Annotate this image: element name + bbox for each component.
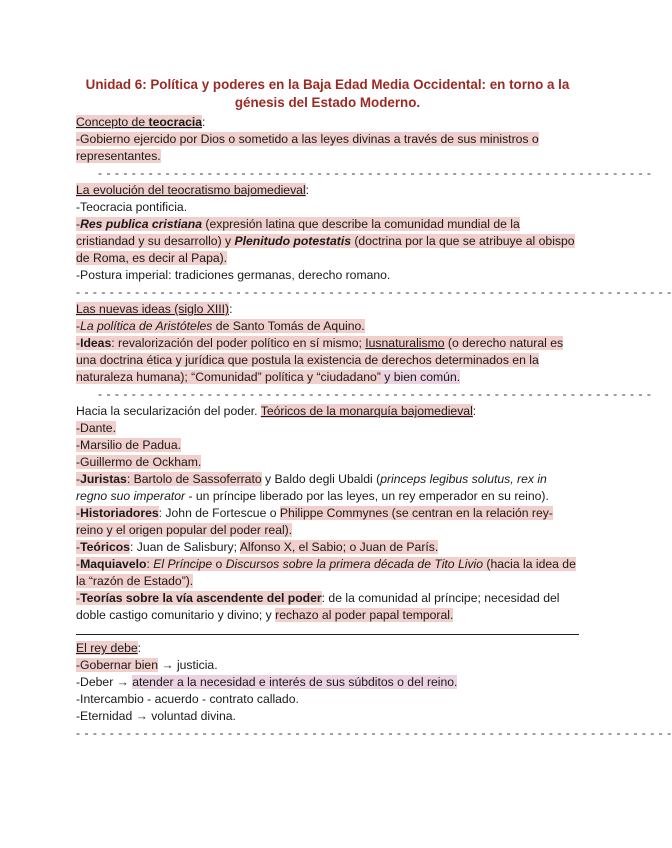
heading-colon: : (472, 404, 477, 418)
heading-colon: : (202, 115, 206, 129)
item-dash: - (76, 540, 81, 554)
dashed-separator: - - - - - - - - - - - - - - - - - - - - - - - - - - - - - - - - - - - - - - - - - - - - - - - - - - - - - - - - - - - - - - - - - - - - - - - (76, 726, 672, 740)
term-maquiavelo: Maquiavelo (80, 557, 147, 571)
term-teoricos: Teóricos (80, 540, 130, 554)
list-item: -Guillermo de Ockham. (76, 455, 202, 469)
item-dash: - (76, 506, 81, 520)
heading-colon: : (229, 302, 233, 316)
list-item (76, 674, 579, 691)
list-item (76, 216, 579, 267)
item-text: : de la comunidad al príncipe; necesidad del doble castigo comunitario y divino; y (76, 591, 560, 622)
item-text: (expresión latina que describe la comunidad mundial de la cristiandad y su desarrollo) y (76, 217, 520, 248)
item-text: → justicia. (157, 658, 218, 672)
item-dash: - (76, 217, 81, 231)
work-title: El Príncipe (153, 557, 213, 571)
horizontal-rule (76, 634, 579, 635)
section-evolucion-heading (76, 182, 579, 199)
document-page (76, 76, 672, 742)
item-dash: - (76, 336, 81, 350)
heading-text: El rey debe (76, 641, 138, 655)
dashed-separator: - - - - - - - - - - - - - - - - - - - - - - - - - - - - - - - - - - - - - - - - - - - - - - - - - - - - - - - - - - - - - - - - - - (98, 387, 652, 401)
item-text: y bien común. (380, 370, 461, 384)
item-text: Alfonso X, el Sabio; o Juan de París. (239, 540, 439, 554)
list-item (76, 471, 579, 505)
item-text: : Bartolo de Sassoferrato (126, 472, 262, 486)
dashed-separator: - - - - - - - - - - - - - - - - - - - - - - - - - - - - - - - - - - - - - - - - - - - - - - - - - - - - - - - - - - - - - - - - - - - - - - - (76, 285, 672, 299)
list-item (76, 590, 579, 624)
list-item: -Maquiavelo: El Príncipe o Discursos sobre la primera década de Tito Livio (hacia la idea de la “razón de Estado”). (76, 557, 576, 588)
list-item (76, 335, 579, 386)
item-dash: - (76, 557, 81, 571)
term-iusnaturalismo: Iusnaturalismo (365, 336, 445, 350)
item-text: - un príncipe liberado por las leyes, un rey emperador en su reino). (185, 489, 549, 503)
item-text: Philippe Commynes (se centran en la relación rey-reino y el origen popular del poder real). (76, 506, 553, 537)
item-text: -Gobernar bien (76, 658, 158, 672)
dashed-separator: - - - - - - - - - - - - - - - - - - - - - - - - - - - - - - - - - - - - - - - - - - - - - - - - - - - - - - - - - - - - - - - - - - (98, 166, 652, 180)
item-text: : revalorización del poder político en sí mismo; (111, 336, 366, 350)
heading-text: La evolución del teocratismo bajomedieval (76, 183, 306, 197)
section-teoricos-heading (76, 403, 579, 420)
heading-prefix: Concepto de (76, 115, 149, 129)
item-text: atender a la necesidad e interés de sus súbditos o del reino. (132, 675, 458, 689)
work-title: Discursos sobre la primera década de Tito Livio (225, 557, 484, 571)
item-text: (o derecho natural es una doctrina ética y jurídica que postula la existencia de derechos determinados en la naturaleza humana); “Comunidad” política y “ciudadano” (76, 336, 564, 384)
term-res-publica: Res publica cristiana (80, 217, 202, 231)
list-item (76, 318, 579, 335)
heading-text: Teóricos de la monarquía bajomedieval (260, 404, 473, 418)
item-text: (doctrina por la que se atribuye al obispo de Roma, es decir al Papa). (76, 234, 575, 265)
list-item (76, 657, 579, 674)
item-dash: - (76, 591, 81, 605)
item-text: -Deber → (76, 675, 133, 689)
list-item: -Marsilio de Padua. (76, 438, 181, 452)
list-item (76, 539, 579, 556)
item-dash: - (76, 319, 81, 333)
item-text: y Baldo degli Ubaldi ( (261, 472, 381, 486)
heading-colon: : (137, 641, 142, 655)
list-item: -Postura imperial: tradiciones germanas, derecho romano. (76, 268, 391, 282)
list-item: -Dante. (76, 421, 116, 435)
term-plenitudo: Plenitudo potestatis (234, 234, 351, 248)
page-title: Unidad 6: Política y poderes en la Baja Edad Media Occidental: en torno a la génesis del Estado Moderno. (85, 77, 570, 110)
item-text: -Gobierno ejercido por Dios o sometido a las leyes divinas a través de sus ministros o representantes. (76, 132, 539, 163)
heading-colon: : (305, 183, 310, 197)
term-via-ascendente: Teorías sobre la vía ascendente del poder (80, 591, 322, 605)
work-title: La política de Aristóteles (80, 319, 213, 333)
item-text: : John de Fortescue o (158, 506, 280, 520)
term-ideas: Ideas (80, 336, 112, 350)
section-nuevas-ideas-heading (76, 301, 579, 318)
item-dash: - (76, 472, 81, 486)
list-item: -Teocracia pontificia. (76, 200, 188, 214)
intro-text: Hacia la secularización del poder. (76, 404, 261, 418)
item-text: rechazo al poder papal temporal. (275, 608, 454, 622)
section-rey-debe-heading (76, 640, 579, 657)
section-teocracia-heading (76, 114, 579, 131)
term-historiadores: Historiadores (80, 506, 159, 520)
list-item (76, 131, 579, 165)
list-item (76, 505, 579, 539)
list-item: -Intercambio - acuerdo - contrato callado. (76, 692, 299, 706)
latin-phrase: princeps legibus solutus, rex in regno suo imperator (76, 472, 547, 503)
list-item: -Eternidad → voluntad divina. (76, 709, 236, 723)
term-juristas: Juristas (80, 472, 127, 486)
heading-keyword: teocracia (148, 115, 203, 129)
heading-text: Las nuevas ideas (siglo XIII) (76, 302, 230, 316)
item-text: : Juan de Salisbury; (129, 540, 240, 554)
item-text: de Santo Tomás de Aquino. (212, 319, 365, 333)
